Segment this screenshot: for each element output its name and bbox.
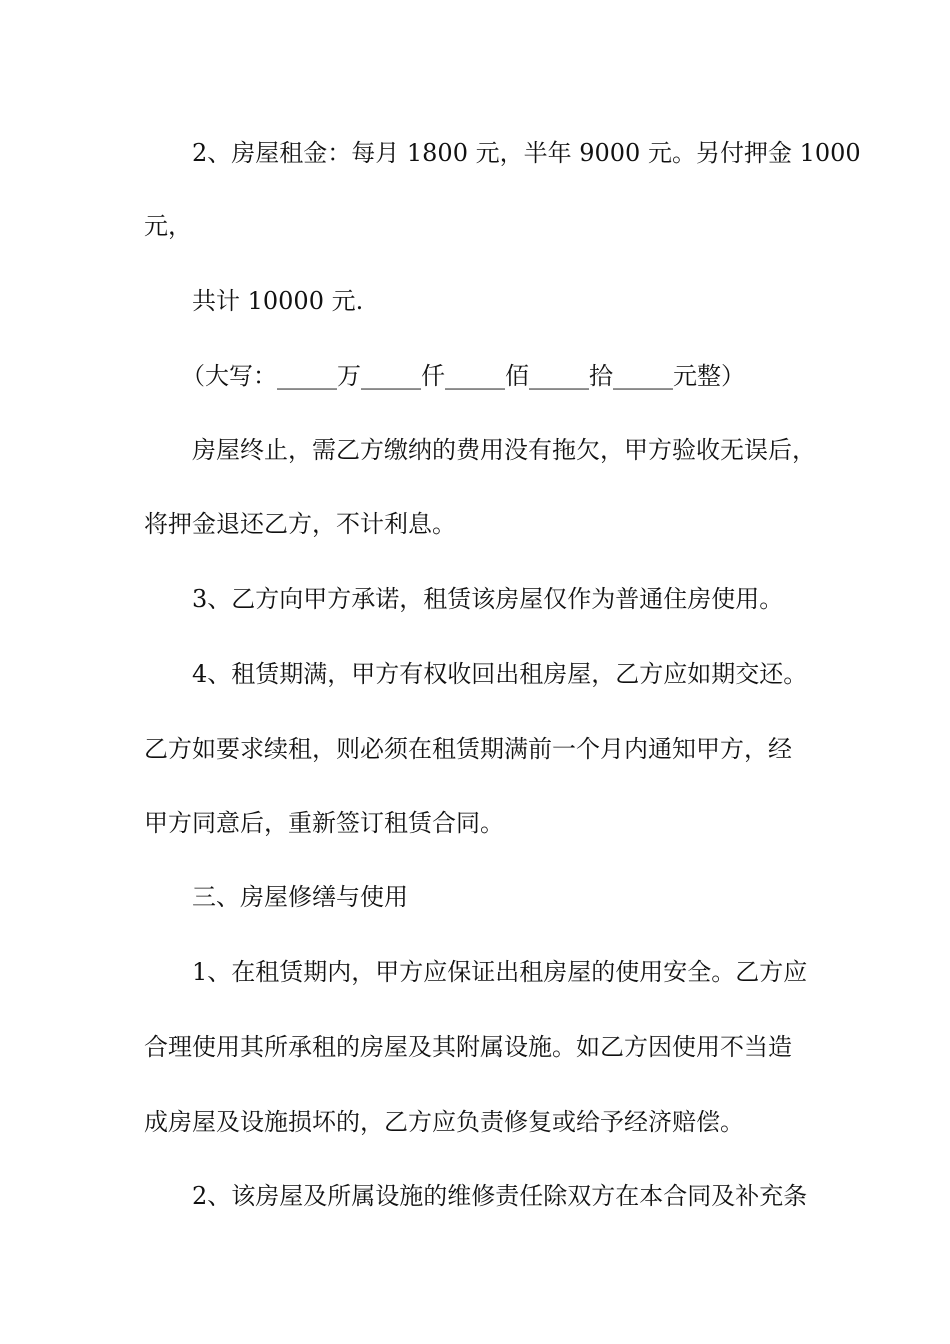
text-line: 成房屋及设施损坏的，乙方应负责修复或给予经济赔偿。	[144, 1108, 744, 1136]
text-line: 2、该房屋及所属设施的维修责任除双方在本合同及补充条	[192, 1182, 808, 1210]
text-line: （大写：_____万_____仟_____佰_____拾_____元整）	[181, 362, 745, 390]
text-line: 共计 10000 元.	[192, 287, 364, 315]
text-line: 甲方同意后，重新签订租赁合同。	[144, 809, 504, 837]
text-line: 将押金退还乙方，不计利息。	[144, 510, 456, 538]
text-line: 3、乙方向甲方承诺，租赁该房屋仅作为普通住房使用。	[192, 585, 784, 613]
text-line: 2、房屋租金：每月 1800 元，半年 9000 元。另付押金 1000	[192, 139, 861, 167]
text-line: 合理使用其所承租的房屋及其附属设施。如乙方因使用不当造	[144, 1033, 792, 1061]
text-line: 乙方如要求续租，则必须在租赁期满前一个月内通知甲方，经	[144, 735, 792, 763]
section-heading: 三、房屋修缮与使用	[192, 883, 408, 911]
text-line: 1、在租赁期内，甲方应保证出租房屋的使用安全。乙方应	[192, 958, 808, 986]
text-line: 4、租赁期满，甲方有权收回出租房屋，乙方应如期交还。	[192, 660, 808, 688]
text-line: 房屋终止，需乙方缴纳的费用没有拖欠，甲方验收无误后，	[192, 436, 816, 464]
text-line: 元，	[144, 212, 192, 240]
